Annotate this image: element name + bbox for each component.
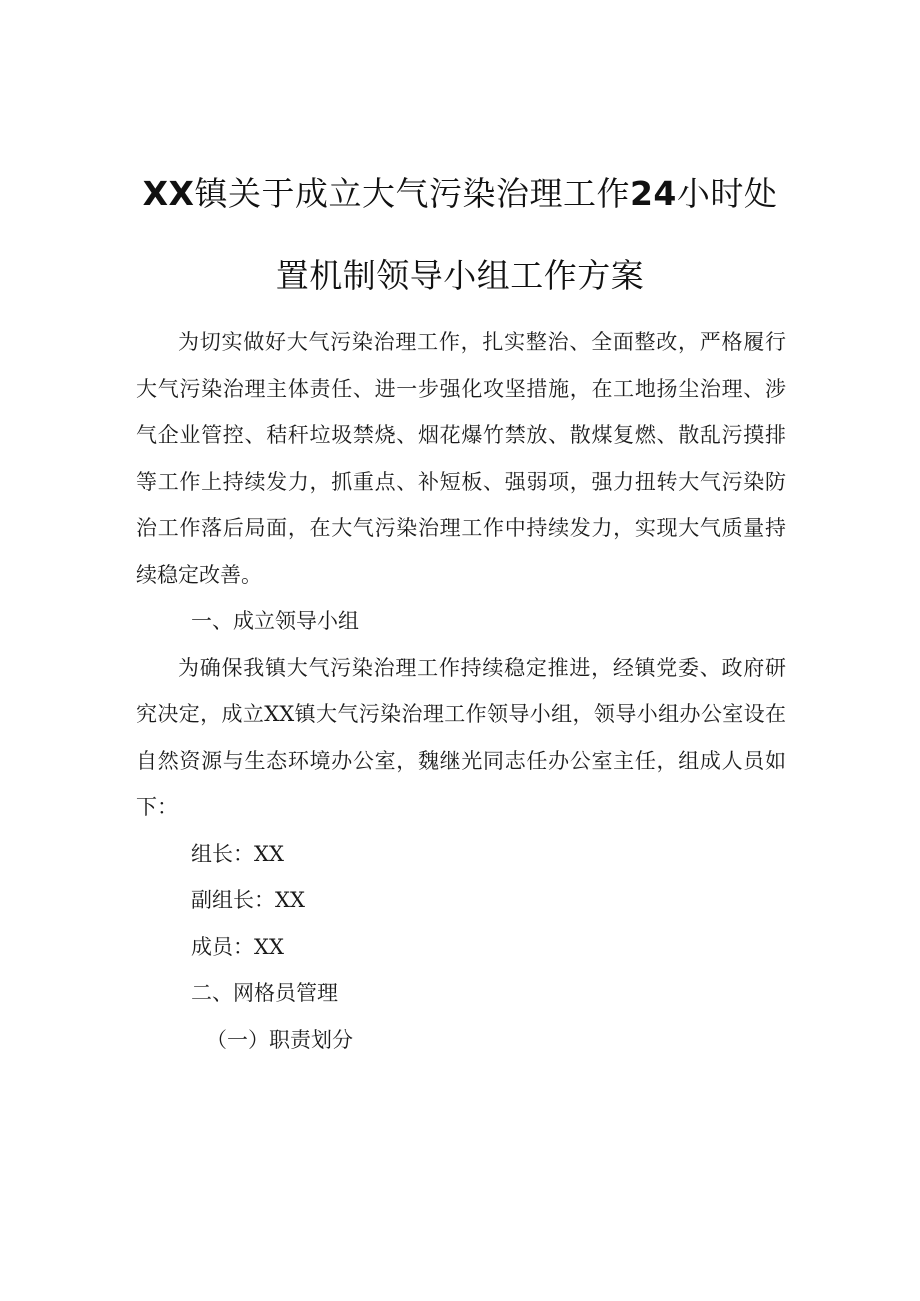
section-1-paragraph: 为确保我镇大气污染治理工作持续稳定推进，经镇党委、政府研究决定，成立XX镇大气污染治理工作领导小组，领导小组办公室设在自然资源与生态环境办公室，魏继光同志任办公室主任，组成人员如下： [136,655,786,819]
leader-line: 组长：XX [191,841,284,866]
document-body [136,319,786,1063]
intro-paragraph: 为切实做好大气污染治理工作，扎实整治、全面整改，严格履行大气污染治理主体责任、进一步强化攻坚措施，在工地扬尘治理、涉气企业管控、秸秆垃圾禁烧、烟花爆竹禁放、散煤复燃、散乱污摸排等工作上持续发力，抓重点、补短板、强弱项，强力扭转大气污染防治工作落后局面，在大气污染治理工作中持续发力，实现大气质量持续稳定改善。 [136,330,786,587]
section-1-heading: 一、成立领导小组 [191,609,359,633]
title-prefix: XX [142,174,195,213]
section-2-heading: 二、网格员管理 [191,981,338,1005]
section-2-subheading-1: （一）职责划分 [206,1027,353,1052]
document-title-line-1 [100,168,820,215]
members-line: 成员：XX [191,934,284,959]
title-suffix: 小时处 [676,174,778,213]
title-number: 24 [629,174,677,213]
deputy-leader-line: 副组长：XX [191,888,305,912]
title-mid: 镇关于成立大气污染治理工作 [194,174,630,213]
document-title-line-2: 置机制领导小组工作方案 [275,256,645,295]
